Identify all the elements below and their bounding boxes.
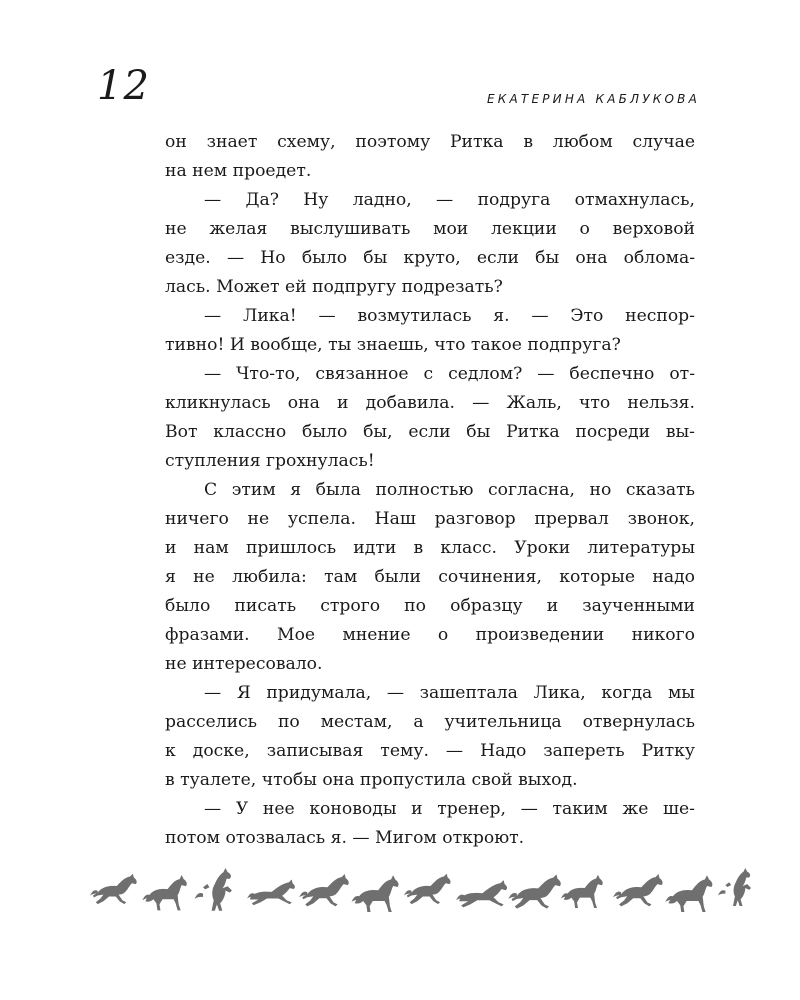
horse-silhouette-shape [725, 868, 751, 906]
text-line: было писать строго по образцу и заученными [165, 596, 695, 616]
horse-silhouette-icon [90, 874, 137, 904]
horse-silhouette-icon [613, 874, 663, 906]
text-line: потом отозвалась я. — Мигом откроют. [165, 828, 525, 848]
horse-tail-shape [194, 893, 203, 899]
text-line: он знает схему, поэтому Ритка в любом случае [165, 132, 695, 152]
horse-silhouette-shape [512, 874, 561, 908]
text-line: — Что-то, связанное с седлом? — беспечно от- [204, 364, 695, 384]
text-line: — Я придумала, — зашептала Лика, когда мы [204, 683, 695, 703]
text-line: кликнулась она и добавила. — Жаль, что нельзя. [165, 393, 695, 413]
text-line: ступления грохнулась! [165, 451, 375, 471]
page-number: 12 [97, 63, 150, 109]
horse-silhouette-icon [508, 874, 560, 908]
horse-silhouette-icon [247, 880, 295, 906]
horse-tail-shape [718, 890, 726, 895]
horse-silhouette-shape [407, 874, 451, 904]
horse-silhouette-icon [561, 875, 603, 908]
horse-silhouette-icon [299, 874, 349, 906]
horse-silhouette-icon [142, 875, 186, 910]
horse-silhouette-icon [456, 880, 507, 907]
horse-silhouette-icon [351, 875, 398, 912]
horse-silhouette-shape [93, 874, 137, 904]
text-line: ничего не успела. Наш разговор прервал звонок, [165, 509, 695, 529]
horse-silhouette-shape [668, 875, 712, 912]
text-line: к доске, записывая тему. — Надо запереть Ритку [165, 741, 695, 761]
horse-silhouette-shape [459, 880, 507, 907]
text-line: не интересовало. [165, 654, 323, 674]
text-line: — У нее коноводы и тренер, — таким же ше- [204, 799, 695, 819]
horse-silhouette-shape [564, 875, 603, 908]
text-line: тивно! И вообще, ты знаешь, что такое подпруга? [165, 335, 621, 355]
horse-silhouette-shape [302, 874, 349, 906]
text-line: — Да? Ну ладно, — подруга отмахнулась, [204, 190, 695, 210]
text-line: расселись по местам, а учительница отвернулась [165, 712, 695, 732]
horse-silhouettes-border [90, 862, 770, 912]
horse-silhouette-icon [665, 875, 712, 912]
horse-silhouette-shape [203, 868, 232, 911]
horse-silhouette-shape [616, 874, 663, 906]
horse-silhouette-icon [404, 874, 451, 904]
text-line: лась. Может ей подпругу подрезать? [165, 277, 503, 297]
text-line: — Лика! — возмутилась я. — Это неспор- [204, 306, 695, 326]
text-line: на нем проедет. [165, 161, 312, 181]
text-line: и нам пришлось идти в класс. Уроки литературы [165, 538, 695, 558]
text-line: С этим я была полностью согласна, но сказать [204, 480, 695, 500]
text-line: фразами. Мое мнение о произведении никого [165, 625, 695, 645]
horse-silhouette-shape [250, 880, 295, 906]
text-line: я не любила: там были сочинения, которые надо [165, 567, 695, 587]
running-head-author: ЕКАТЕРИНА КАБЛУКОВА [487, 92, 700, 106]
horse-silhouette-icon [194, 868, 231, 911]
horse-silhouette-shape [145, 875, 186, 910]
text-line: в туалете, чтобы она пропустила свой выход. [165, 770, 578, 790]
horse-silhouette-shape [355, 875, 399, 912]
text-line: не желая выслушивать мои лекции о верховой [165, 219, 695, 239]
text-line: Вот классно было бы, если бы Ритка посреди вы- [165, 422, 695, 442]
text-line: езде. — Но было бы круто, если бы она облома- [165, 248, 695, 268]
horse-silhouette-icon [718, 868, 751, 906]
body-text [165, 128, 695, 853]
